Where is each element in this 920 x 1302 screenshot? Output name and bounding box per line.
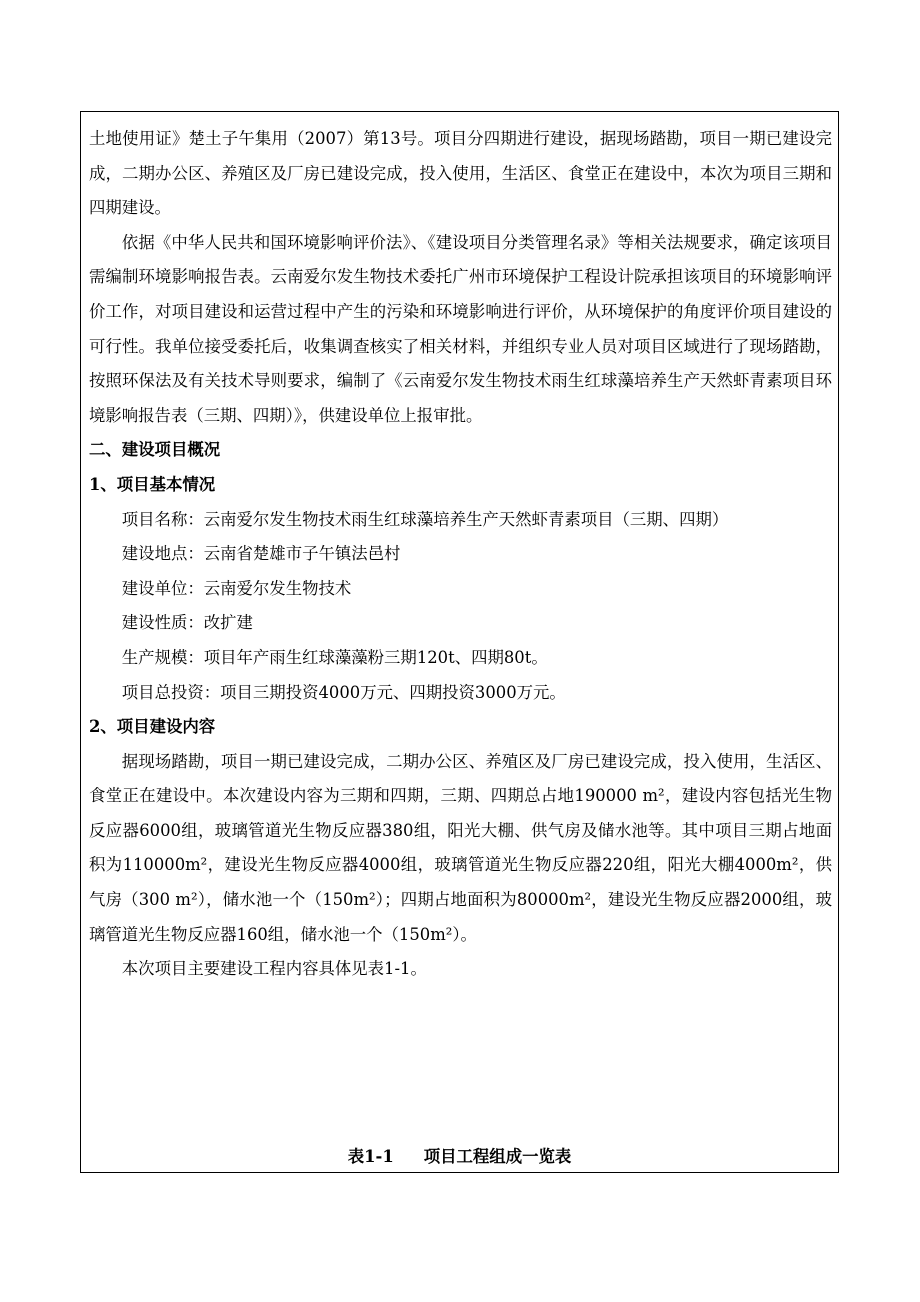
subsection-heading-construction: 2、项目建设内容 <box>89 717 216 737</box>
paragraph-table-reference: 本次项目主要建设工程内容具体见表1-1。 <box>121 959 427 979</box>
info-nature: 建设性质：改扩建 <box>121 613 253 633</box>
table-title: 项目工程组成一览表 <box>423 1147 572 1166</box>
table-number: 表1-1 <box>347 1147 394 1166</box>
document-frame <box>80 111 839 1173</box>
table-caption <box>81 1147 838 1167</box>
document-body <box>89 122 832 987</box>
info-location: 建设地点：云南省楚雄市子午镇法邑村 <box>121 544 401 564</box>
info-project-name: 项目名称：云南爱尔发生物技术雨生红球藻培养生产天然虾青素项目（三期、四期） <box>121 509 729 529</box>
info-builder: 建设单位：云南爱尔发生物技术 <box>121 578 352 598</box>
paragraph-construction-content: 据现场踏勘，项目一期已建设完成，二期办公区、养殖区及厂房已建设完成，投入使用，生活区、食堂正在建设中。本次建设内容为三期和四期，三期、四期总占地190000 m²，建设内容包括光生物反应器6000组，玻璃管道光生物反应器380组，阳光大棚、供气房及储水池等。其中项目三期占地面积为110000m²，建设光生物反应器4000组，玻璃管道光生物反应器220组，阳光大棚4000m²，供气房（300 m²），储水池一个（150m²）；四期占地面积为80000m²，建设光生物反应器2000组，玻璃管道光生物反应器160组，储水池一个（150m²）。 <box>89 751 832 944</box>
info-investment: 项目总投资：项目三期投资4000万元、四期投资3000万元。 <box>121 682 566 702</box>
paragraph-land-use: 土地使用证》楚土子午集用（2007）第13号。项目分四期进行建设，据现场踏勘，项目一期已建设完成，二期办公区、养殖区及厂房已建设完成，投入使用，生活区、食堂正在建设中，本次为项目三期和四期建设。 <box>89 129 832 218</box>
subsection-heading-basic-info: 1、项目基本情况 <box>89 474 216 494</box>
paragraph-eia-basis: 依据《中华人民共和国环境影响评价法》、《建设项目分类管理名录》等相关法规要求，确定该项目需编制环境影响报告表。云南爱尔发生物技术委托广州市环境保护工程设计院承担该项目的环境影响评价工作，对项目建设和运营过程中产生的污染和环境影响进行评价，从环境保护的角度评价项目建设的可行性。我单位接受委托后，收集调查核实了相关材料，并组织专业人员对项目区域进行了现场踏勘，按照环保法及有关技术导则要求，编制了《云南爱尔发生物技术雨生红球藻培养生产天然虾青素项目环境影响报告表（三期、四期）》，供建设单位上报审批。 <box>89 232 832 425</box>
info-scale: 生产规模：项目年产雨生红球藻藻粉三期120t、四期80t。 <box>121 647 548 667</box>
section-heading-project-overview: 二、建设项目概况 <box>89 440 221 460</box>
